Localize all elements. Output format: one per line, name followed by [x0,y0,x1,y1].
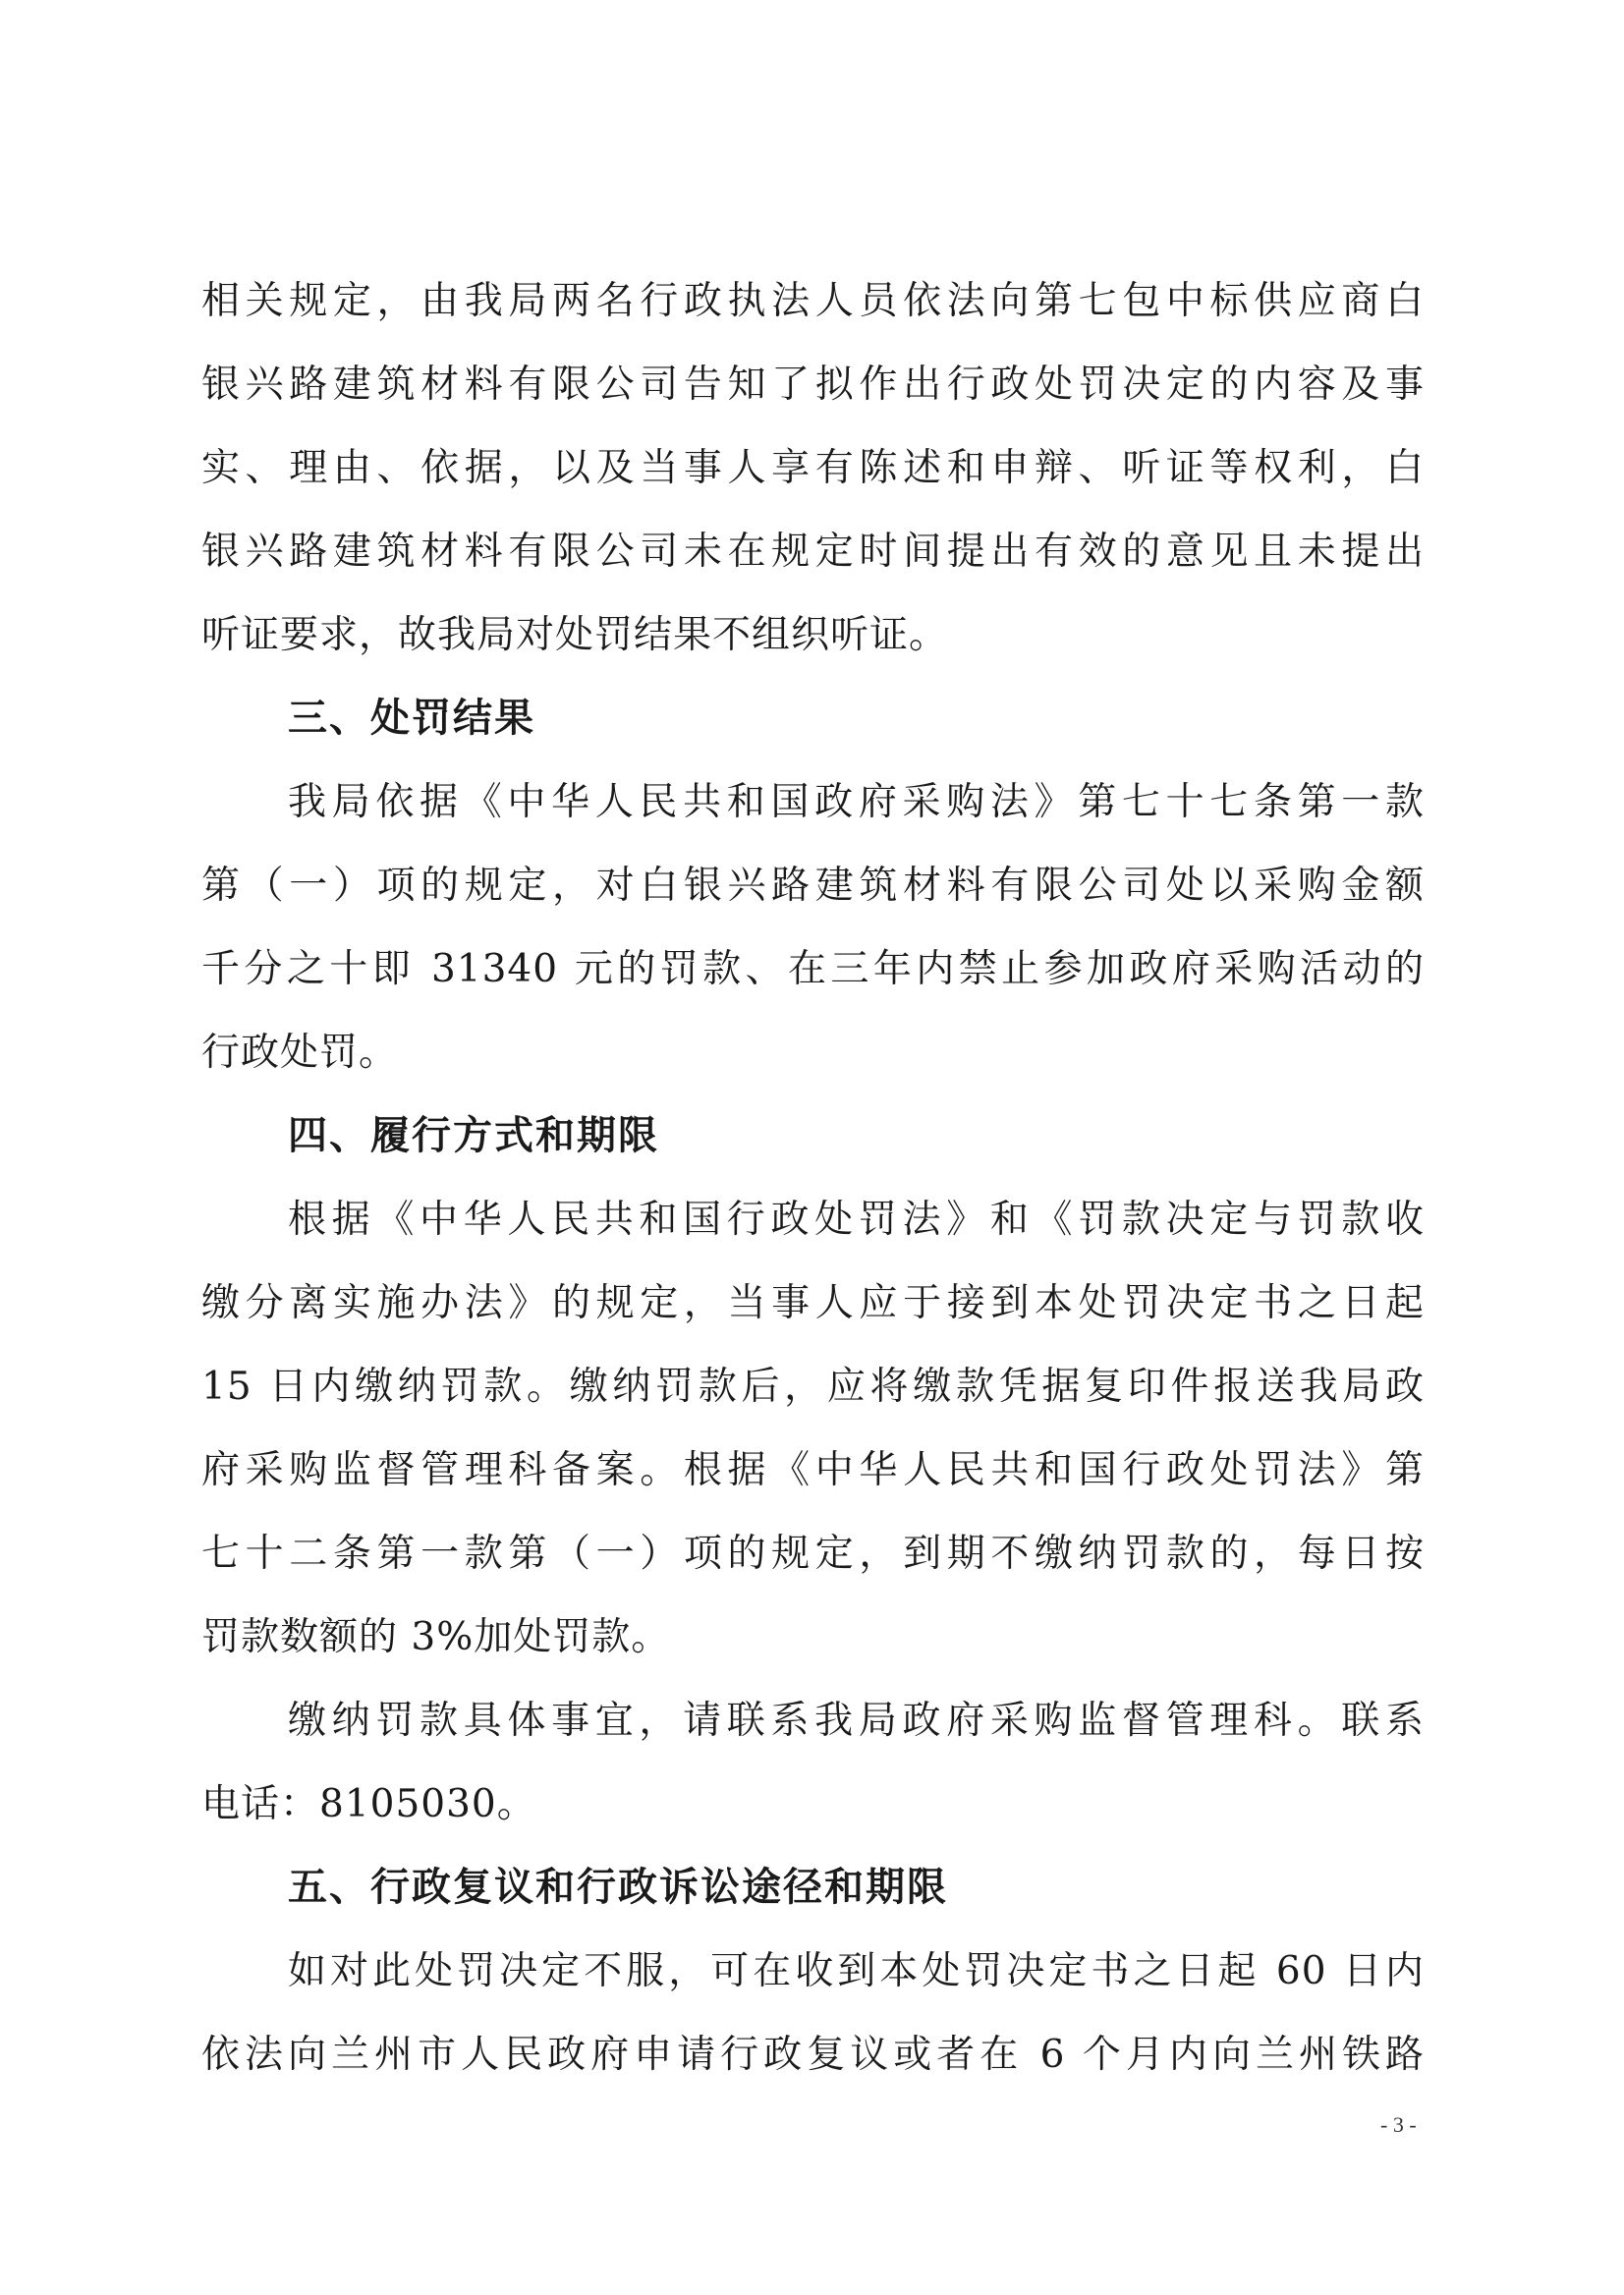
text-line: 如对此处罚决定不服，可在收到本处罚决定书之日起 60 日内 [288,1949,1425,1993]
text-line: 罚款数额的 3%加处罚款。 [201,1615,671,1659]
text-line: 银兴路建筑材料有限公司未在规定时间提出有效的意见且未提出 [201,530,1425,574]
paragraph-performance [201,1178,1425,1679]
paragraph-contact [201,1679,1425,1846]
page-number: - 3 - [1380,2112,1417,2137]
paragraph-notice-continuation [201,259,1425,677]
text-line: 千分之十即 31340 元的罚款、在三年内禁止参加政府采购活动的 [201,947,1425,991]
text-line: 府采购监督管理科备案。根据《中华人民共和国行政处罚法》第 [201,1448,1425,1492]
text-line: 七十二条第一款第（一）项的规定，到期不缴纳罚款的，每日按 [201,1532,1425,1576]
paragraph-appeal [201,1930,1425,2097]
section-heading-appeal: 五、行政复议和行政诉讼途径和期限 [288,1865,948,1910]
text-line: 实、理由、依据，以及当事人享有陈述和申辩、听证等权利，白 [201,446,1425,490]
text-line: 相关规定，由我局两名行政执法人员依法向第七包中标供应商白 [201,279,1425,323]
text-line: 电话：8105030。 [201,1782,536,1826]
text-line: 听证要求，故我局对处罚结果不组织听证。 [201,613,949,657]
text-line: 缴纳罚款具体事宜，请联系我局政府采购监督管理科。联系 [288,1699,1425,1743]
section-heading-performance: 四、履行方式和期限 [288,1113,659,1158]
text-line: 我局依据《中华人民共和国政府采购法》第七十七条第一款 [288,780,1425,824]
text-line: 第（一）项的规定，对白银兴路建筑材料有限公司处以采购金额 [201,864,1425,908]
section-heading-penalty-result: 三、处罚结果 [288,696,535,741]
paragraph-penalty-result [201,760,1425,1094]
text-line: 缴分离实施办法》的规定，当事人应于接到本处罚决定书之日起 [201,1281,1425,1325]
text-line: 行政处罚。 [201,1031,399,1075]
text-line: 依法向兰州市人民政府申请行政复议或者在 6 个月内向兰州铁路 [201,2033,1425,2077]
document-body [201,259,1425,2097]
text-line: 15 日内缴纳罚款。缴纳罚款后，应将缴款凭据复印件报送我局政 [201,1365,1425,1409]
text-line: 根据《中华人民共和国行政处罚法》和《罚款决定与罚款收 [288,1198,1425,1242]
text-line: 银兴路建筑材料有限公司告知了拟作出行政处罚决定的内容及事 [201,363,1425,407]
